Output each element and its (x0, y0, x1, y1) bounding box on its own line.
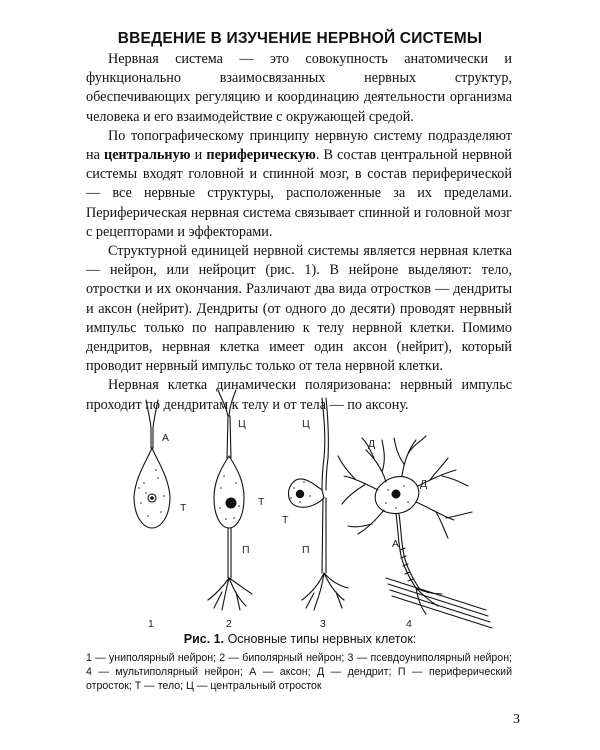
label-axon-1: А (162, 432, 170, 444)
label-central-3: Ц (302, 418, 310, 430)
chapter-title: ВВЕДЕНИЕ В ИЗУЧЕНИЕ НЕРВНОЙ СИСТЕМЫ (117, 30, 483, 47)
paragraph-1: Нервная система — это совокупность анатомически и функционально взаимосвязанных нервных структур, обеспечивающих регуляцию и координацию деятельности организма человека и его взаимодействие с окружающей средой. (86, 51, 512, 125)
figure-number-1: 1 (148, 618, 154, 630)
body-text (86, 50, 512, 415)
figure-caption-title (0, 632, 600, 646)
figure-caption-legend: 1 — униполярный нейрон; 2 — биполярный нейрон; 3 — псевдоуниполярный нейрон; 4 — мультиполярный нейрон; А — аксон; Д — дендрит; П — периферический отросток; Т — тело; Ц — центральный отросток (86, 652, 512, 693)
multipolar-neuron (338, 436, 492, 628)
term-central: центральную (104, 147, 191, 164)
term-peripheral: периферическую (206, 147, 316, 164)
neuron-figure (86, 378, 512, 630)
label-peripheral-2: П (242, 544, 250, 556)
paragraph-2-start: По топографическому принципу нервную систему подразделяют на (86, 127, 512, 164)
paragraph-2-conj: и (190, 147, 207, 164)
unipolar-neuron (134, 400, 170, 528)
paragraph-2-end: . В состав центральной нервной системы входят головной и спинной мозг, в состав периферической — все нервные структуры, расположенные за их пределами. Периферическая нервная система связывает спинной и головной мозг с рецепторами и эффекторами. (86, 147, 512, 240)
label-dendrite-4b: Д (420, 478, 428, 490)
figure-caption-prefix: Рис. 1. (183, 632, 225, 646)
label-dendrite-4a: Д (368, 438, 376, 450)
paragraph-4: Нервная клетка динамически поляризована: нервный импульс проходит по дендритам к телу и от тела — по аксону. (86, 377, 512, 413)
page-number: 3 (513, 712, 520, 727)
label-body-2: Т (258, 496, 265, 508)
label-peripheral-3: П (302, 544, 310, 556)
paragraph-2 (86, 127, 512, 242)
label-central-2: Ц (238, 418, 246, 430)
figure-number-4: 4 (406, 618, 412, 630)
label-body-3: Т (282, 514, 289, 526)
neuron-illustration (86, 378, 512, 630)
figure-number-2: 2 (226, 618, 232, 630)
figure-caption-heading: Основные типы нервных клеток: (224, 632, 417, 646)
pseudounipolar-neuron (289, 398, 349, 610)
label-body-1: Т (180, 502, 187, 514)
label-axon-4: А (392, 538, 400, 550)
paragraph-3: Структурной единицей нервной системы является нервная клетка — нейрон, или нейроцит (рис. 1). В нейроне выделяют: тело, отростки и их окончания. Различают два вида отростков — дендриты и аксон (нейрит). Дендриты (от одного до десяти) проводят нервный импульс только по направлению к телу нервной клетки. Помимо дендритов, нервная клетка имеет один аксон (нейрит), который проводит нервный импульс только от тела нервной клетки. (86, 243, 512, 375)
figure-number-3: 3 (320, 618, 326, 630)
